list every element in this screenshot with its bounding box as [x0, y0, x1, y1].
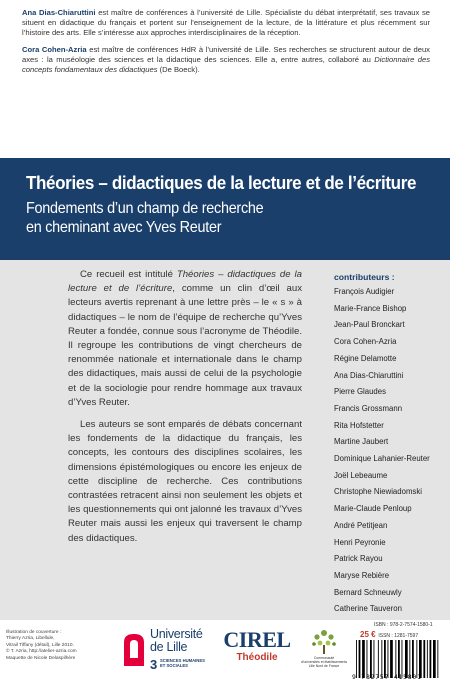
comue-line-2: d’universités et établissements: [300, 660, 348, 665]
bio-after-2: (De Boeck).: [157, 65, 200, 75]
bio-text-2: est maître de conférences HdR à l’université de Lille. Ses recherches se structurent autour de deux axes : la muséologie des sciences et la didactique des sciences. Elle a, entre autres, collaboré au: [22, 44, 430, 64]
contributor-name: André Petitjean: [334, 520, 388, 530]
comue-text: [300, 656, 348, 669]
book-subtitle: [26, 200, 395, 237]
contributor-name: Jean-Paul Bronckart: [334, 320, 405, 330]
contributor-name: Henri Peyronie: [334, 537, 386, 547]
bio-paragraph-1: [22, 8, 430, 39]
credit-line: Illustration de couverture :: [6, 630, 62, 635]
bio-name-2: Cora Cohen-Azria: [22, 44, 87, 54]
university-name-line-1: Université: [150, 627, 203, 641]
subtitle-line-1: Fondements d’un champ de recherche: [26, 200, 264, 217]
contributor-name: Cora Cohen-Azria: [334, 337, 397, 347]
university-sub-line-1: SCIENCES HUMAINES: [160, 658, 205, 663]
theodile-name: Théodile: [236, 652, 278, 663]
book-description: [68, 268, 302, 554]
contributor-name: Christophe Niewiadomski: [334, 487, 422, 497]
credit-line: Thierry Azria, Libellule,: [6, 636, 55, 642]
bio-work-2: Dictionnaire des concepts fondamentaux des didactiques: [22, 54, 430, 75]
contributors-label: contributeurs :: [334, 272, 395, 282]
price-line: [360, 630, 418, 639]
contributor-name: Patrick Rayou: [334, 554, 383, 564]
price: 25 €: [360, 630, 376, 639]
credit-line: © T. Azria, http://atelier-azria.com: [6, 649, 77, 655]
contributor-name: Régine Delamotte: [334, 353, 397, 363]
cover-credit: [6, 630, 116, 662]
contributor-name: François Audigier: [334, 287, 395, 296]
back-cover-footer: [0, 620, 450, 684]
description-p1-title: Théories – didactiques de la lecture et de l’écriture: [68, 269, 302, 295]
contributor-name: Bernard Schneuwly: [334, 587, 402, 597]
university-subtitle: [160, 658, 205, 668]
description-p1-end: , comme un clin d’œil aux lecteurs avertis reprenant à une lettre près – le « s » à didactiques – le nom de l’équipe de recherche qu’Yves Reuter a fondée, connue sous l’acronyme de Théodile. Il regroupe les contributions de vingt chercheurs de renommée nationale et internationale dans le champ des didactiques, mais aussi de celui de la psychologie et de la sociologie pour rendre hommage aux travaux d’Yves Reuter.: [68, 283, 303, 408]
university-number: 3: [150, 657, 158, 672]
tree-icon: [309, 628, 339, 656]
author-bios: [0, 0, 450, 158]
university-name-line-2: de Lille: [150, 640, 188, 654]
title-block: [26, 172, 436, 237]
contributor-name: Marie-Claude Penloup: [334, 504, 412, 514]
content-panel: [0, 260, 450, 620]
comue-line-1: Communauté: [313, 656, 335, 660]
contributor-name: Rita Hofstetter: [334, 420, 384, 430]
lille-emblem-icon: [122, 632, 146, 668]
barcode-digits: 9 782757 415801: [352, 673, 422, 681]
bio-paragraph-2: [22, 45, 430, 76]
contributor-name: Ana Dias-Chiaruttini: [334, 370, 404, 380]
description-p1-start: Ce recueil est intitulé: [80, 269, 177, 280]
comue-line-3: Lille Nord de France: [308, 664, 340, 669]
contributor-name: Pierre Glaudes: [334, 387, 387, 397]
bio-text-1: est maître de conférences à l’université de Lille. Spécialiste du débat interprétatif, ses travaux se situent en didactique du français et portent sur l’enseignement de la lecture, de la littérature et plus récemment sur l’histoire des arts. Elle s’intéresse aux approches interdisciplinaires de la réception.: [22, 8, 430, 38]
contributor-name: Dominique Lahanier-Reuter: [334, 454, 430, 464]
book-title: Théories – didactiques de la lecture et de l’écriture: [26, 172, 417, 193]
credit-line: Vitrail Tiffany (détail), Lille 2010.: [6, 642, 74, 648]
contributor-name: Maryse Rebière: [334, 570, 390, 580]
credit-line: Maquette de Nicole Delaspilhère: [6, 655, 76, 661]
contributor-name: Joël Lebeaume: [334, 470, 388, 480]
university-sub-line-2: ET SOCIALES: [160, 663, 188, 668]
contributor-name: Francis Grossmann: [334, 403, 403, 413]
contributors-names: [334, 284, 444, 618]
cirel-logo: [222, 628, 292, 676]
cirel-name: CIREL: [223, 627, 291, 652]
issn-number: ISSN : 1281-7597: [378, 633, 419, 639]
description-paragraph-2: Les auteurs se sont emparés de débats concernant les fondements de la didactique du français, les concepts, les contours des disciplines scolaires, les dimensions épistémologiques ou encore les enjeux de cette discipline de recherche. Ces contributions contrastées retracent ainsi non seulement les objets et les questionnements qui ont jalonné les travaux d’Yves Reuter mais aussi les enjeux qui traversent le champ des didactiques.: [68, 419, 302, 544]
subtitle-line-2: en cheminant avec Yves Reuter: [26, 218, 222, 236]
contributor-name: Martine Jaubert: [334, 437, 389, 447]
contributor-name: Catherine Tauveron: [334, 604, 402, 614]
university-name: [150, 628, 203, 654]
universite-de-lille-logo: [122, 628, 208, 674]
isbn-number: ISBN : 978-2-7574-1580-1: [374, 622, 433, 628]
description-paragraph-1: [68, 268, 302, 410]
contributor-name: Marie-France Bishop: [334, 303, 407, 313]
bio-name-1: Ana Dias-Chiaruttini: [22, 8, 96, 17]
comue-logo: [300, 628, 348, 676]
contributors-list: [334, 270, 444, 618]
